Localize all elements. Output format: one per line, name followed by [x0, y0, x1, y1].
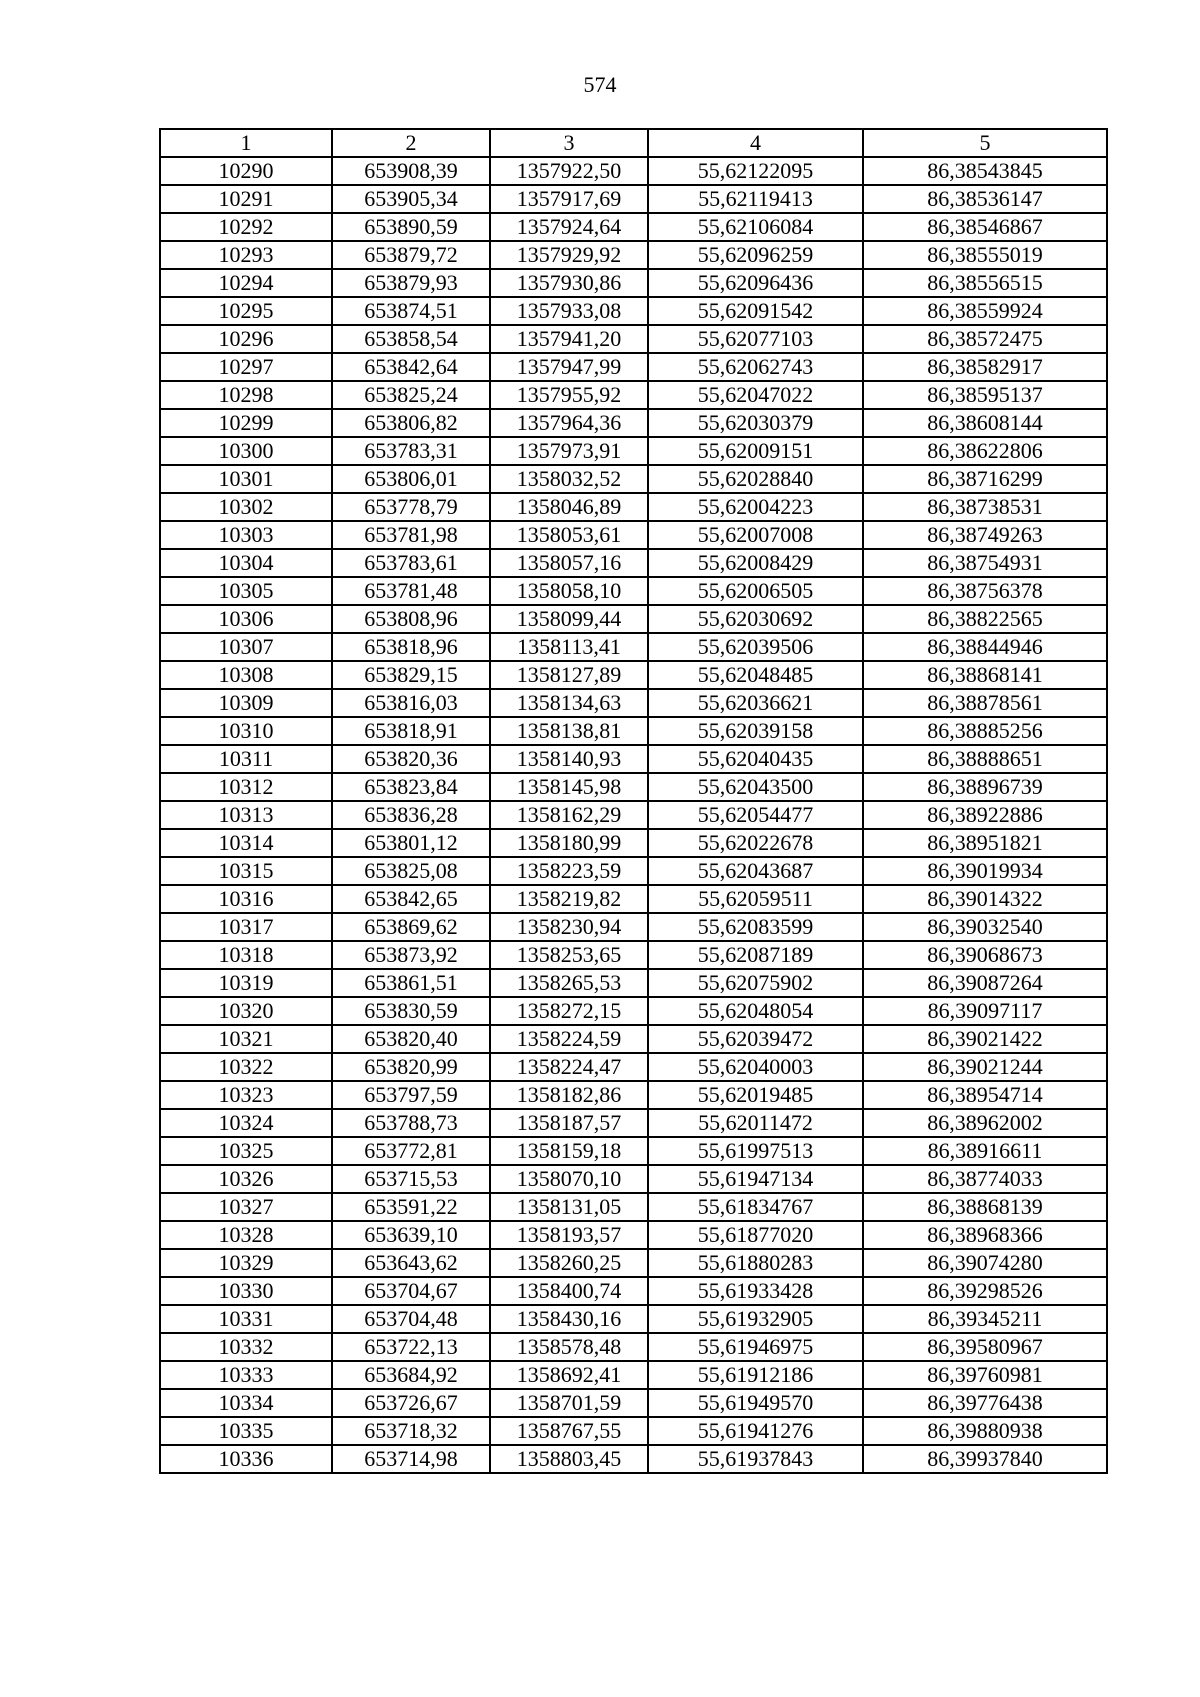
table-row: [160, 941, 1107, 969]
table-row: [160, 969, 1107, 997]
longitude-cell: 86,38555019: [863, 241, 1107, 269]
longitude-cell: 86,38968366: [863, 1221, 1107, 1249]
latitude-cell: 55,62039158: [648, 717, 863, 745]
latitude-cell: 55,62077103: [648, 325, 863, 353]
point-number-cell: 10320: [160, 997, 332, 1025]
y-coordinate-cell: 1358578,48: [490, 1333, 648, 1361]
y-coordinate-cell: 1358253,65: [490, 941, 648, 969]
x-coordinate-cell: 653715,53: [332, 1165, 490, 1193]
point-number-cell: 10311: [160, 745, 332, 773]
table-row: [160, 493, 1107, 521]
latitude-cell: 55,62043500: [648, 773, 863, 801]
latitude-cell: 55,62007008: [648, 521, 863, 549]
point-number-cell: 10331: [160, 1305, 332, 1333]
table-row: [160, 633, 1107, 661]
latitude-cell: 55,62048485: [648, 661, 863, 689]
y-coordinate-cell: 1358113,41: [490, 633, 648, 661]
point-number-cell: 10308: [160, 661, 332, 689]
latitude-cell: 55,62083599: [648, 913, 863, 941]
latitude-cell: 55,62039506: [648, 633, 863, 661]
point-number-cell: 10309: [160, 689, 332, 717]
latitude-cell: 55,62019485: [648, 1081, 863, 1109]
table-header: [160, 129, 1107, 157]
table-row: [160, 1333, 1107, 1361]
longitude-cell: 86,39021422: [863, 1025, 1107, 1053]
column-header-5: 5: [863, 129, 1107, 157]
longitude-cell: 86,39937840: [863, 1445, 1107, 1473]
y-coordinate-cell: 1357917,69: [490, 185, 648, 213]
y-coordinate-cell: 1358057,16: [490, 549, 648, 577]
longitude-cell: 86,39032540: [863, 913, 1107, 941]
x-coordinate-cell: 653823,84: [332, 773, 490, 801]
point-number-cell: 10326: [160, 1165, 332, 1193]
latitude-cell: 55,62059511: [648, 885, 863, 913]
point-number-cell: 10296: [160, 325, 332, 353]
point-number-cell: 10292: [160, 213, 332, 241]
y-coordinate-cell: 1358193,57: [490, 1221, 648, 1249]
point-number-cell: 10302: [160, 493, 332, 521]
latitude-cell: 55,62119413: [648, 185, 863, 213]
longitude-cell: 86,38556515: [863, 269, 1107, 297]
latitude-cell: 55,62087189: [648, 941, 863, 969]
point-number-cell: 10303: [160, 521, 332, 549]
latitude-cell: 55,61946975: [648, 1333, 863, 1361]
point-number-cell: 10312: [160, 773, 332, 801]
latitude-cell: 55,62009151: [648, 437, 863, 465]
y-coordinate-cell: 1358127,89: [490, 661, 648, 689]
table-row: [160, 1109, 1107, 1137]
longitude-cell: 86,38536147: [863, 185, 1107, 213]
table-row: [160, 409, 1107, 437]
x-coordinate-cell: 653781,48: [332, 577, 490, 605]
table-row: [160, 353, 1107, 381]
point-number-cell: 10328: [160, 1221, 332, 1249]
x-coordinate-cell: 653820,99: [332, 1053, 490, 1081]
x-coordinate-cell: 653643,62: [332, 1249, 490, 1277]
y-coordinate-cell: 1357973,91: [490, 437, 648, 465]
table-row: [160, 605, 1107, 633]
x-coordinate-cell: 653806,01: [332, 465, 490, 493]
longitude-cell: 86,39880938: [863, 1417, 1107, 1445]
y-coordinate-cell: 1358767,55: [490, 1417, 648, 1445]
point-number-cell: 10316: [160, 885, 332, 913]
table-row: [160, 1221, 1107, 1249]
y-coordinate-cell: 1358134,63: [490, 689, 648, 717]
x-coordinate-cell: 653816,03: [332, 689, 490, 717]
longitude-cell: 86,38582917: [863, 353, 1107, 381]
table-row: [160, 1389, 1107, 1417]
point-number-cell: 10332: [160, 1333, 332, 1361]
table-row: [160, 157, 1107, 185]
point-number-cell: 10299: [160, 409, 332, 437]
longitude-cell: 86,39019934: [863, 857, 1107, 885]
point-number-cell: 10291: [160, 185, 332, 213]
point-number-cell: 10305: [160, 577, 332, 605]
y-coordinate-cell: 1358053,61: [490, 521, 648, 549]
latitude-cell: 55,61880283: [648, 1249, 863, 1277]
y-coordinate-cell: 1358272,15: [490, 997, 648, 1025]
y-coordinate-cell: 1358187,57: [490, 1109, 648, 1137]
y-coordinate-cell: 1357955,92: [490, 381, 648, 409]
longitude-cell: 86,39021244: [863, 1053, 1107, 1081]
x-coordinate-cell: 653820,36: [332, 745, 490, 773]
longitude-cell: 86,39074280: [863, 1249, 1107, 1277]
point-number-cell: 10330: [160, 1277, 332, 1305]
table-row: [160, 437, 1107, 465]
y-coordinate-cell: 1357929,92: [490, 241, 648, 269]
latitude-cell: 55,62091542: [648, 297, 863, 325]
table-row: [160, 1053, 1107, 1081]
x-coordinate-cell: 653783,31: [332, 437, 490, 465]
latitude-cell: 55,61933428: [648, 1277, 863, 1305]
point-number-cell: 10321: [160, 1025, 332, 1053]
x-coordinate-cell: 653783,61: [332, 549, 490, 577]
latitude-cell: 55,62047022: [648, 381, 863, 409]
table-row: [160, 1361, 1107, 1389]
x-coordinate-cell: 653781,98: [332, 521, 490, 549]
table-row: [160, 381, 1107, 409]
y-coordinate-cell: 1358260,25: [490, 1249, 648, 1277]
longitude-cell: 86,38756378: [863, 577, 1107, 605]
y-coordinate-cell: 1358162,29: [490, 801, 648, 829]
x-coordinate-cell: 653836,28: [332, 801, 490, 829]
table-row: [160, 269, 1107, 297]
x-coordinate-cell: 653874,51: [332, 297, 490, 325]
x-coordinate-cell: 653873,92: [332, 941, 490, 969]
longitude-cell: 86,38543845: [863, 157, 1107, 185]
table-row: [160, 1025, 1107, 1053]
table-row: [160, 521, 1107, 549]
point-number-cell: 10322: [160, 1053, 332, 1081]
longitude-cell: 86,39580967: [863, 1333, 1107, 1361]
longitude-cell: 86,38749263: [863, 521, 1107, 549]
latitude-cell: 55,61932905: [648, 1305, 863, 1333]
table-row: [160, 1445, 1107, 1473]
y-coordinate-cell: 1358692,41: [490, 1361, 648, 1389]
x-coordinate-cell: 653890,59: [332, 213, 490, 241]
longitude-cell: 86,38878561: [863, 689, 1107, 717]
point-number-cell: 10324: [160, 1109, 332, 1137]
x-coordinate-cell: 653806,82: [332, 409, 490, 437]
y-coordinate-cell: 1358046,89: [490, 493, 648, 521]
table-row: [160, 1417, 1107, 1445]
longitude-cell: 86,38716299: [863, 465, 1107, 493]
point-number-cell: 10306: [160, 605, 332, 633]
x-coordinate-cell: 653879,93: [332, 269, 490, 297]
x-coordinate-cell: 653818,96: [332, 633, 490, 661]
point-number-cell: 10336: [160, 1445, 332, 1473]
latitude-cell: 55,62075902: [648, 969, 863, 997]
longitude-cell: 86,38822565: [863, 605, 1107, 633]
latitude-cell: 55,62040003: [648, 1053, 863, 1081]
longitude-cell: 86,39760981: [863, 1361, 1107, 1389]
latitude-cell: 55,61937843: [648, 1445, 863, 1473]
y-coordinate-cell: 1358138,81: [490, 717, 648, 745]
x-coordinate-cell: 653684,92: [332, 1361, 490, 1389]
latitude-cell: 55,62048054: [648, 997, 863, 1025]
y-coordinate-cell: 1358099,44: [490, 605, 648, 633]
latitude-cell: 55,61912186: [648, 1361, 863, 1389]
x-coordinate-cell: 653905,34: [332, 185, 490, 213]
y-coordinate-cell: 1358032,52: [490, 465, 648, 493]
latitude-cell: 55,61877020: [648, 1221, 863, 1249]
point-number-cell: 10317: [160, 913, 332, 941]
longitude-cell: 86,38559924: [863, 297, 1107, 325]
table-row: [160, 745, 1107, 773]
point-number-cell: 10335: [160, 1417, 332, 1445]
point-number-cell: 10329: [160, 1249, 332, 1277]
x-coordinate-cell: 653591,22: [332, 1193, 490, 1221]
latitude-cell: 55,62004223: [648, 493, 863, 521]
table-row: [160, 1193, 1107, 1221]
table-row: [160, 213, 1107, 241]
x-coordinate-cell: 653801,12: [332, 829, 490, 857]
latitude-cell: 55,62039472: [648, 1025, 863, 1053]
point-number-cell: 10333: [160, 1361, 332, 1389]
table-row: [160, 325, 1107, 353]
point-number-cell: 10313: [160, 801, 332, 829]
x-coordinate-cell: 653842,65: [332, 885, 490, 913]
y-coordinate-cell: 1358803,45: [490, 1445, 648, 1473]
x-coordinate-cell: 653861,51: [332, 969, 490, 997]
longitude-cell: 86,38868139: [863, 1193, 1107, 1221]
table-row: [160, 717, 1107, 745]
y-coordinate-cell: 1357924,64: [490, 213, 648, 241]
header-row: [160, 129, 1107, 157]
x-coordinate-cell: 653714,98: [332, 1445, 490, 1473]
latitude-cell: 55,62030692: [648, 605, 863, 633]
y-coordinate-cell: 1358701,59: [490, 1389, 648, 1417]
point-number-cell: 10323: [160, 1081, 332, 1109]
point-number-cell: 10304: [160, 549, 332, 577]
longitude-cell: 86,38922886: [863, 801, 1107, 829]
table-row: [160, 661, 1107, 689]
table-row: [160, 773, 1107, 801]
y-coordinate-cell: 1358058,10: [490, 577, 648, 605]
longitude-cell: 86,38595137: [863, 381, 1107, 409]
y-coordinate-cell: 1357964,36: [490, 409, 648, 437]
table-row: [160, 801, 1107, 829]
point-number-cell: 10290: [160, 157, 332, 185]
x-coordinate-cell: 653788,73: [332, 1109, 490, 1137]
latitude-cell: 55,61941276: [648, 1417, 863, 1445]
x-coordinate-cell: 653772,81: [332, 1137, 490, 1165]
table-row: [160, 1137, 1107, 1165]
x-coordinate-cell: 653639,10: [332, 1221, 490, 1249]
latitude-cell: 55,62096436: [648, 269, 863, 297]
y-coordinate-cell: 1357922,50: [490, 157, 648, 185]
x-coordinate-cell: 653722,13: [332, 1333, 490, 1361]
point-number-cell: 10293: [160, 241, 332, 269]
longitude-cell: 86,38622806: [863, 437, 1107, 465]
table-row: [160, 829, 1107, 857]
point-number-cell: 10325: [160, 1137, 332, 1165]
y-coordinate-cell: 1357933,08: [490, 297, 648, 325]
longitude-cell: 86,38572475: [863, 325, 1107, 353]
column-header-2: 2: [332, 129, 490, 157]
x-coordinate-cell: 653726,67: [332, 1389, 490, 1417]
x-coordinate-cell: 653858,54: [332, 325, 490, 353]
point-number-cell: 10315: [160, 857, 332, 885]
table-row: [160, 185, 1107, 213]
longitude-cell: 86,39014322: [863, 885, 1107, 913]
latitude-cell: 55,62028840: [648, 465, 863, 493]
latitude-cell: 55,62062743: [648, 353, 863, 381]
point-number-cell: 10294: [160, 269, 332, 297]
latitude-cell: 55,62122095: [648, 157, 863, 185]
x-coordinate-cell: 653869,62: [332, 913, 490, 941]
x-coordinate-cell: 653704,67: [332, 1277, 490, 1305]
x-coordinate-cell: 653830,59: [332, 997, 490, 1025]
y-coordinate-cell: 1358159,18: [490, 1137, 648, 1165]
longitude-cell: 86,38738531: [863, 493, 1107, 521]
longitude-cell: 86,39776438: [863, 1389, 1107, 1417]
x-coordinate-cell: 653808,96: [332, 605, 490, 633]
table-row: [160, 885, 1107, 913]
y-coordinate-cell: 1358265,53: [490, 969, 648, 997]
point-number-cell: 10319: [160, 969, 332, 997]
point-number-cell: 10314: [160, 829, 332, 857]
y-coordinate-cell: 1358131,05: [490, 1193, 648, 1221]
point-number-cell: 10334: [160, 1389, 332, 1417]
y-coordinate-cell: 1358224,59: [490, 1025, 648, 1053]
y-coordinate-cell: 1358224,47: [490, 1053, 648, 1081]
longitude-cell: 86,38844946: [863, 633, 1107, 661]
latitude-cell: 55,61997513: [648, 1137, 863, 1165]
longitude-cell: 86,38954714: [863, 1081, 1107, 1109]
y-coordinate-cell: 1357947,99: [490, 353, 648, 381]
latitude-cell: 55,62011472: [648, 1109, 863, 1137]
y-coordinate-cell: 1358182,86: [490, 1081, 648, 1109]
point-number-cell: 10327: [160, 1193, 332, 1221]
longitude-cell: 86,38916611: [863, 1137, 1107, 1165]
x-coordinate-cell: 653842,64: [332, 353, 490, 381]
y-coordinate-cell: 1358400,74: [490, 1277, 648, 1305]
latitude-cell: 55,62054477: [648, 801, 863, 829]
latitude-cell: 55,62022678: [648, 829, 863, 857]
longitude-cell: 86,38951821: [863, 829, 1107, 857]
latitude-cell: 55,62043687: [648, 857, 863, 885]
table-row: [160, 465, 1107, 493]
point-number-cell: 10297: [160, 353, 332, 381]
x-coordinate-cell: 653820,40: [332, 1025, 490, 1053]
table-row: [160, 549, 1107, 577]
column-header-3: 3: [490, 129, 648, 157]
y-coordinate-cell: 1358219,82: [490, 885, 648, 913]
y-coordinate-cell: 1358223,59: [490, 857, 648, 885]
x-coordinate-cell: 653718,32: [332, 1417, 490, 1445]
y-coordinate-cell: 1358145,98: [490, 773, 648, 801]
latitude-cell: 55,61834767: [648, 1193, 863, 1221]
table-body: [160, 157, 1107, 1473]
latitude-cell: 55,62096259: [648, 241, 863, 269]
longitude-cell: 86,39068673: [863, 941, 1107, 969]
table-row: [160, 689, 1107, 717]
y-coordinate-cell: 1357941,20: [490, 325, 648, 353]
y-coordinate-cell: 1357930,86: [490, 269, 648, 297]
longitude-cell: 86,39298526: [863, 1277, 1107, 1305]
x-coordinate-cell: 653825,24: [332, 381, 490, 409]
table-row: [160, 241, 1107, 269]
latitude-cell: 55,62030379: [648, 409, 863, 437]
longitude-cell: 86,38896739: [863, 773, 1107, 801]
table-row: [160, 1305, 1107, 1333]
x-coordinate-cell: 653797,59: [332, 1081, 490, 1109]
x-coordinate-cell: 653879,72: [332, 241, 490, 269]
y-coordinate-cell: 1358070,10: [490, 1165, 648, 1193]
point-number-cell: 10298: [160, 381, 332, 409]
longitude-cell: 86,39345211: [863, 1305, 1107, 1333]
point-number-cell: 10300: [160, 437, 332, 465]
column-header-1: 1: [160, 129, 332, 157]
point-number-cell: 10307: [160, 633, 332, 661]
x-coordinate-cell: 653704,48: [332, 1305, 490, 1333]
point-number-cell: 10301: [160, 465, 332, 493]
longitude-cell: 86,38546867: [863, 213, 1107, 241]
table-row: [160, 997, 1107, 1025]
table-row: [160, 1277, 1107, 1305]
longitude-cell: 86,38888651: [863, 745, 1107, 773]
x-coordinate-cell: 653825,08: [332, 857, 490, 885]
longitude-cell: 86,39097117: [863, 997, 1107, 1025]
table-row: [160, 913, 1107, 941]
latitude-cell: 55,62106084: [648, 213, 863, 241]
column-header-4: 4: [648, 129, 863, 157]
table-row: [160, 577, 1107, 605]
longitude-cell: 86,38608144: [863, 409, 1107, 437]
point-number-cell: 10318: [160, 941, 332, 969]
point-number-cell: 10310: [160, 717, 332, 745]
x-coordinate-cell: 653818,91: [332, 717, 490, 745]
table-row: [160, 857, 1107, 885]
longitude-cell: 86,38885256: [863, 717, 1107, 745]
y-coordinate-cell: 1358230,94: [490, 913, 648, 941]
y-coordinate-cell: 1358430,16: [490, 1305, 648, 1333]
longitude-cell: 86,38962002: [863, 1109, 1107, 1137]
x-coordinate-cell: 653829,15: [332, 661, 490, 689]
page-number: 574: [583, 72, 617, 97]
x-coordinate-cell: 653778,79: [332, 493, 490, 521]
y-coordinate-cell: 1358180,99: [490, 829, 648, 857]
y-coordinate-cell: 1358140,93: [490, 745, 648, 773]
point-number-cell: 10295: [160, 297, 332, 325]
longitude-cell: 86,38754931: [863, 549, 1107, 577]
table-row: [160, 1081, 1107, 1109]
latitude-cell: 55,62008429: [648, 549, 863, 577]
table-row: [160, 1249, 1107, 1277]
longitude-cell: 86,38774033: [863, 1165, 1107, 1193]
latitude-cell: 55,62006505: [648, 577, 863, 605]
table-row: [160, 297, 1107, 325]
table-row: [160, 1165, 1107, 1193]
latitude-cell: 55,62040435: [648, 745, 863, 773]
longitude-cell: 86,38868141: [863, 661, 1107, 689]
coordinates-table: [159, 128, 1108, 1474]
latitude-cell: 55,61947134: [648, 1165, 863, 1193]
longitude-cell: 86,39087264: [863, 969, 1107, 997]
latitude-cell: 55,61949570: [648, 1389, 863, 1417]
latitude-cell: 55,62036621: [648, 689, 863, 717]
x-coordinate-cell: 653908,39: [332, 157, 490, 185]
